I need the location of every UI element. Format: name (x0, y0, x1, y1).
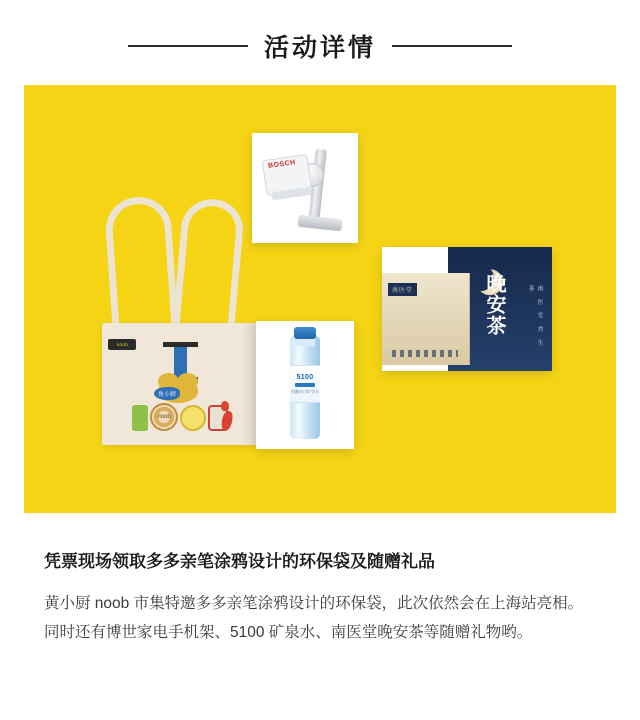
tea-box-title: 晚安茶 (483, 272, 505, 336)
product-card-phone-holder (252, 133, 358, 243)
doodle-center-text: noob (157, 414, 171, 420)
product-card-tea-box (382, 247, 552, 371)
tote-brand-tag-label: noob (116, 341, 128, 348)
tea-box-badge: 南医堂 (388, 283, 417, 296)
tea-box-pattern (392, 350, 458, 357)
doodle-word (132, 403, 228, 431)
header-rule-right (392, 45, 512, 47)
section-header (0, 0, 640, 85)
tote-doodle (126, 345, 234, 437)
tote-handle-left (103, 195, 178, 331)
water-bottle-label (290, 365, 320, 403)
content-body: 黄小厨 noob 市集特邀多多亲笔涂鸦设计的环保袋，此次依然会在上海站亮相。同时还有博世家电手机架、5100 矿泉水、南医堂晚安茶等随赠礼物哟。 (44, 595, 584, 641)
phone-holder-base (297, 215, 342, 232)
water-bottle-label-bar (295, 383, 315, 387)
tea-box-subtitle: 南 医 堂 养 生 茶 (527, 285, 542, 349)
doodle-letter-n (132, 405, 148, 431)
phone-holder-brand-label: BOSCH (267, 159, 297, 170)
water-bottle-brand: 5100 (296, 373, 314, 381)
hero-image (24, 85, 616, 513)
tote-handle-right (172, 197, 245, 332)
section-content (0, 513, 640, 647)
doodle-fish-label: 鱼小厨 (158, 392, 177, 398)
product-card-water-bottle (256, 321, 354, 449)
content-lead: 凭票现场领取多多亲笔涂鸦设计的环保袋及随赠礼品 (44, 552, 435, 571)
water-bottle-cap (294, 327, 316, 339)
water-bottle-neck (295, 338, 315, 346)
tea-box-light-panel (382, 273, 470, 365)
water-bottle-sub: 西藏冰川矿泉水 (291, 388, 319, 394)
doodle-fish-icon (154, 387, 180, 400)
doodle-letter-o1 (150, 403, 178, 431)
doodle-letter-o2 (180, 405, 206, 431)
tote-bag-illustration (86, 195, 274, 445)
header-rule-left (128, 45, 248, 47)
page-title: 活动详情 (263, 33, 376, 62)
